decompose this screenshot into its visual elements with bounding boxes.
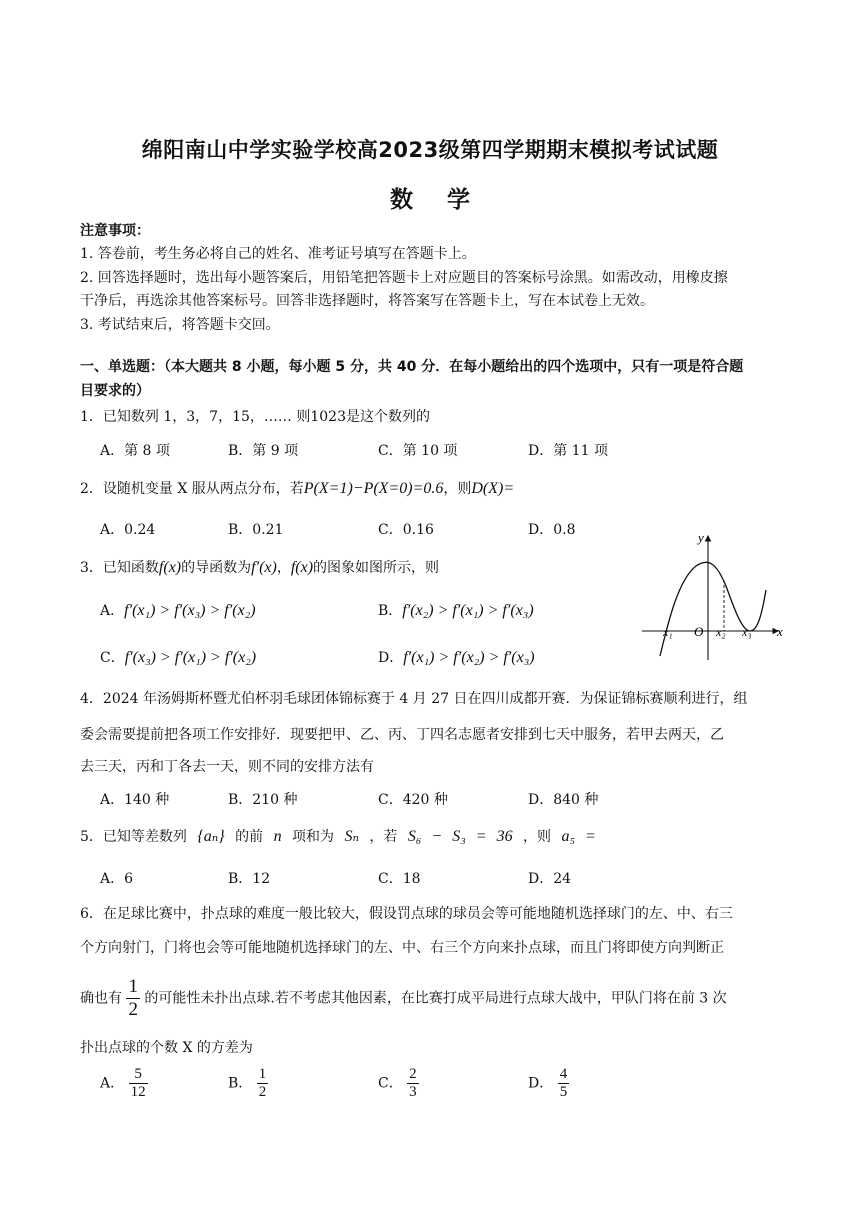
q3-option-b [378,600,534,620]
q5-stem-mid3: ，若 [369,829,398,845]
q1-option-a: A．第 8 项 [100,443,170,459]
q3-option-d-letter: D． [378,650,404,666]
q5-condition: S₆ − S₃ = 36 [407,828,513,845]
q3-stem-mid1: 的导函数为 [181,560,252,576]
q4-option-c: C．420 种 [378,792,448,808]
q1-option-b: B．第 9 项 [228,443,299,459]
q4-option-d: D．840 种 [528,792,599,808]
q5-stem-mid4: ，则 [523,829,552,845]
q3-option-a-expr: f′(x₁) > f′(x₃) > f′(x₂) [124,602,256,619]
q6-stem-line3 [80,976,727,1021]
q5-option-b: B．12 [228,871,271,887]
function-curve [660,562,766,656]
exam-title: 绵阳南山中学实验学校高2023级第四学期期末模拟考试试题 [141,138,719,162]
q4-stem-line: 4．2024 年汤姆斯杯暨尤伯杯羽毛球团体锦标赛于 4 月 27 日在四川成都开赛．为保证锦标赛顺利进行，组 [80,691,748,707]
section-heading: 一、单选题：（本大题共 8 小题，每小题 5 分，共 40 分．在每小题给出的四个选项中，只有一项是符合题 [80,359,744,375]
q6-option-a [100,1066,148,1101]
q2-option-c: C．0.16 [378,522,434,538]
q5-stem-mid2: 项和为 [292,829,335,845]
q3-option-c [100,647,256,667]
q6-line3-prefix: 确也有 [80,990,122,1007]
q2-stem-suffix: ，则 [443,481,472,497]
q3-option-d [378,647,535,667]
q2-stem-prefix: 2．设随机变量 X 服从两点分布，若 [80,481,304,497]
note-item: 干净后，再选涂其他答案标号。回答非选择题时，将答案写在答题卡上，写在本试卷上无效。 [80,293,654,309]
q6-option-b [228,1066,268,1101]
q3-option-b-letter: B． [378,603,403,619]
q2-variance: D(X)= [471,480,515,497]
q2-stem [80,478,514,498]
q1-option-d: D．第 11 项 [528,443,608,459]
q6-stem-line4: 扑出点球的个数 X 的方差为 [80,1040,253,1056]
q4-stem-line: 委会需要提前把各项工作安排好．现要把甲、乙、丙、丁四名志愿者安排到七天中服务，若甲去两天，乙 [80,727,724,743]
q1-stem: 1．已知数列 1，3，7，15，…… 则1023是这个数列的 [80,409,430,425]
q3-fpx: f′(x) [251,559,277,576]
q5-option-a: A．6 [100,871,134,887]
q6-option-a-letter: A． [100,1075,125,1092]
q3-option-c-letter: C． [100,650,125,666]
note-item: 2. 回答选择题时，选出每小题答案后，用铅笔把答题卡上对应题目的答案标号涂黑。如需改动，用橡皮擦 [80,270,728,286]
exam-subject: 数学 [390,187,504,213]
q5-stem [80,826,596,846]
notes-heading: 注意事项： [80,223,150,239]
q6-option-b-fraction: $\frac{1}{2}$ [258,1066,267,1100]
q3-stem-prefix: 3．已知函数 [80,560,159,576]
q3-option-c-expr: f′(x₃) > f′(x₁) > f′(x₂) [124,649,257,666]
q6-fraction-half: $\frac{1}{2}$ [128,976,138,1020]
q6-option-d-letter: D． [528,1075,554,1092]
q2-formula: P(X=1)−P(X=0)=0.6 [303,480,444,497]
q3-stem-mid2: ， [276,560,291,576]
q3-fx2: f(x) [290,559,314,576]
q6-option-c-letter: C． [378,1075,403,1092]
q3-option-b-expr: f′(x₂) > f′(x₁) > f′(x₃) [402,602,534,619]
q2-option-b: B．0.21 [228,522,284,538]
q5-n: n [273,828,282,845]
q6-option-a-fraction: $\frac{5}{12}$ [130,1066,146,1100]
graph-label-x1: x₁ [663,625,673,639]
q5-stem-prefix: 5．已知等差数列 [80,829,187,845]
q3-stem [80,557,439,577]
q6-option-c [378,1066,419,1101]
note-item: 1. 答卷前，考生务必将自己的姓名、准考证号填写在答题卡上。 [80,246,476,262]
q5-option-d: D．24 [528,871,572,887]
q3-stem-suffix: 的图象如图所示，则 [313,560,440,576]
graph-label-x: x [777,624,783,639]
q5-option-c: C．18 [378,871,421,887]
q3-fx: f(x) [158,559,182,576]
q6-option-b-letter: B． [228,1075,253,1092]
graph-label-origin: O [694,624,704,639]
graph-label-x3: x₃ [742,625,752,639]
graph-label-y: y [698,530,704,545]
note-item: 3. 考试结束后，将答题卡交回。 [80,317,280,333]
q6-line3-suffix: 的可能性未扑出点球.若不考虑其他因素，在比赛打成平局进行点球大战中，甲队门将在前 3 次 [144,990,727,1007]
q2-option-a: A．0.24 [100,522,156,538]
q6-option-c-fraction: $\frac{2}{3}$ [409,1066,417,1100]
q2-option-d: D．0.8 [528,522,576,538]
q3-option-a-letter: A． [100,603,125,619]
graph-label-x2: x₂ [716,625,726,639]
section-heading-cont: 目要求的） [80,383,150,399]
q4-option-b: B．210 种 [228,792,298,808]
q6-stem-line: 6．在足球比赛中，扑点球的难度一般比较大，假设罚点球的球员会等可能地随机选择球门的左、中、右三 [80,906,733,922]
q5-stem-mid1: 的前 [235,829,264,845]
q5-a5: a₅ = [561,828,596,845]
q4-option-a: A．140 种 [100,792,170,808]
q6-option-d [528,1066,569,1101]
q3-option-a [100,600,256,620]
q5-sn: Sₙ [344,828,359,845]
q4-stem-line: 去三天，丙和丁各去一天，则不同的安排方法有 [80,759,374,775]
q5-sequence: {aₙ} [197,828,225,845]
q6-stem-line: 个方向射门，门将也会等可能地随机选择球门的左、中、右三个方向来扑点球，而且门将即使方向判断正 [80,940,724,956]
q3-option-d-expr: f′(x₁) > f′(x₂) > f′(x₃) [403,649,535,666]
q1-option-c: C．第 10 项 [378,443,458,459]
q3-function-graph [638,528,788,664]
q6-option-d-fraction: $\frac{4}{5}$ [559,1066,568,1100]
